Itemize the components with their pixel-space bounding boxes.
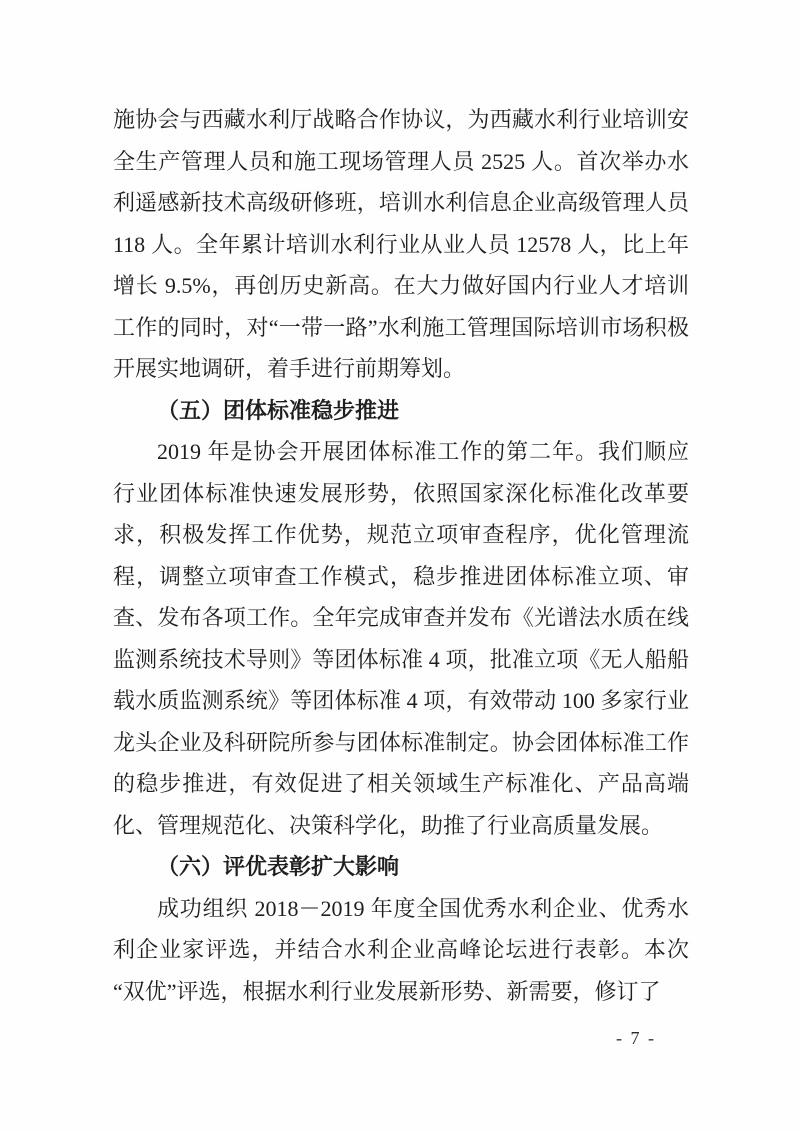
section-heading-5: （五）团体标准稳步推进 <box>157 397 400 423</box>
paragraph-training-continuation: 施协会与西藏水利厅战略合作协议，为西藏水利行业培训安全生产管理人员和施工现场管理人员 2525 人。首次举办水利遥感新技术高级研修班，培训水利信息企业高级管理人员 118 人。全年累计培训水利行业从业人员 12578 人，比上年增长 9.5%，再创历史新高。在大力做好国内行业人才培训工作的同时，对“一带一路”水利施工管理国际培训市场积极开展实地调研，着手进行前期筹划。 <box>113 107 689 381</box>
page-number: - 7 - <box>616 1028 656 1048</box>
section-heading-6: （六）评优表彰扩大影响 <box>157 854 400 879</box>
document-body <box>113 99 689 1012</box>
paragraph-group-standards: 2019 年是协会开展团体标准工作的第二年。我们顺应行业团体标准快速发展形势，依照国家深化标准化改革要求，积极发挥工作优势，规范立项审查程序，优化管理流程，调整立项审查工作模式，稳步推进团体标准立项、审查、发布各项工作。全年完成审查并发布《光谱法水质在线监测系统技术导则》等团体标准 4 项，批准立项《无人船船载水质监测系统》等团体标准 4 项，有效带动 100 多家行业龙头企业及科研院所参与团体标准制定。协会团体标准工作的稳步推进，有效促进了相关领域生产标准化、产品高端化、管理规范化、决策科学化，助推了行业高质量发展。 <box>113 439 689 838</box>
paragraph-awards: 成功组织 2018－2019 年度全国优秀水利企业、优秀水利企业家评选，并结合水利企业高峰论坛进行表彰。本次“双优”评选，根据水利行业发展新形势、新需要，修订了 <box>113 895 689 1004</box>
